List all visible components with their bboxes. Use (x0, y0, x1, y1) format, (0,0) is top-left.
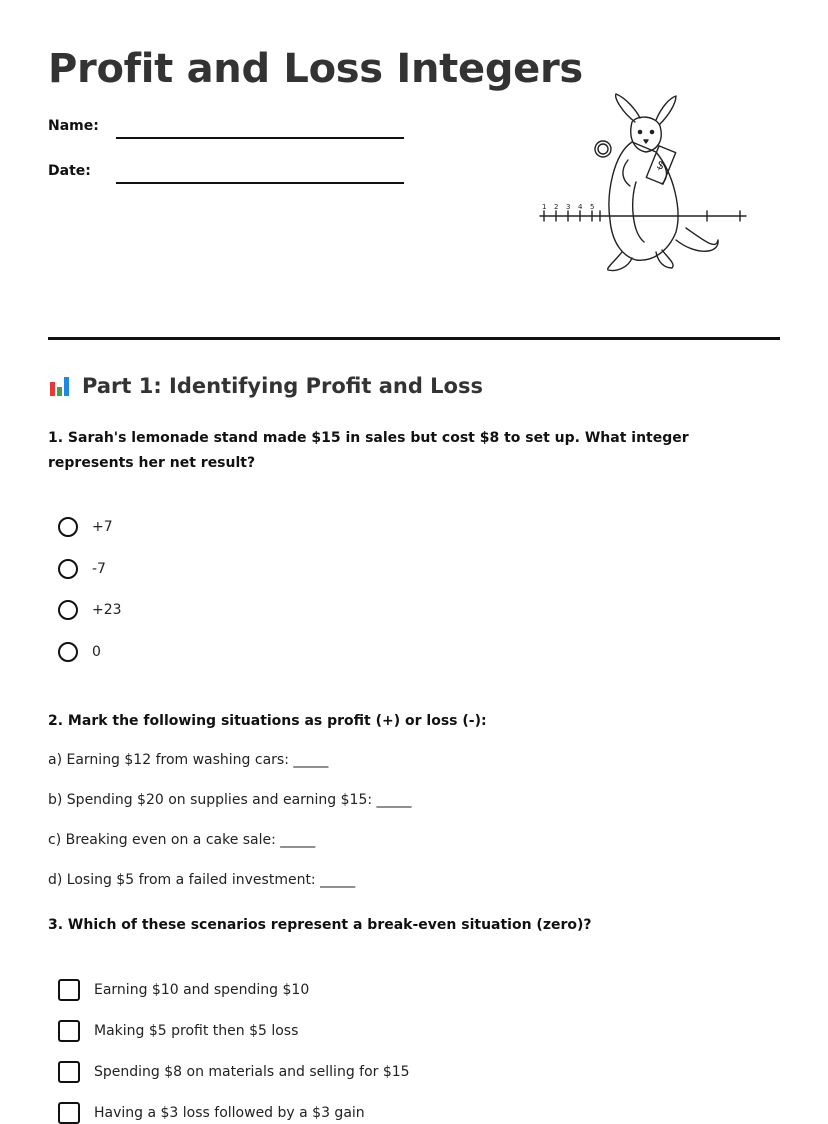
section-divider (48, 337, 780, 340)
option-label: 0 (92, 644, 101, 660)
date-label: Date: (48, 163, 91, 179)
q1-option-1[interactable] (58, 517, 113, 537)
option-label: Spending $8 on materials and selling for $15 (94, 1064, 410, 1080)
radio-button[interactable] (58, 600, 78, 620)
option-label: Having a $3 loss followed by a $3 gain (94, 1105, 365, 1121)
q3-option-1[interactable] (58, 979, 309, 1001)
part1-heading-text: Part 1: Identifying Profit and Loss (82, 374, 483, 398)
number-label: 2 (554, 203, 559, 211)
option-label: -7 (92, 561, 106, 577)
question-2: 2. Mark the following situations as profit (+) or loss (-): (48, 713, 487, 729)
q1-option-3[interactable] (58, 600, 122, 620)
kangaroo-number-line-illustration (536, 92, 752, 278)
q2-item-d: d) Losing $5 from a failed investment: _____ (48, 872, 356, 888)
option-label: +7 (92, 519, 113, 535)
q3-option-4[interactable] (58, 1102, 365, 1124)
part1-heading (48, 374, 483, 398)
date-field[interactable] (116, 182, 404, 184)
q2-item-b: b) Spending $20 on supplies and earning $15: _____ (48, 792, 412, 808)
checkbox[interactable] (58, 1102, 80, 1124)
q2-item-a: a) Earning $12 from washing cars: _____ (48, 752, 329, 768)
question-3: 3. Which of these scenarios represent a break-even situation (zero)? (48, 917, 592, 933)
radio-button[interactable] (58, 559, 78, 579)
q1-option-2[interactable] (58, 559, 106, 579)
q1-option-4[interactable] (58, 642, 101, 662)
checkbox[interactable] (58, 1020, 80, 1042)
number-label: 3 (566, 203, 571, 211)
q3-option-2[interactable] (58, 1020, 298, 1042)
q3-option-3[interactable] (58, 1061, 410, 1083)
checkbox[interactable] (58, 1061, 80, 1083)
number-label: 5 (590, 203, 595, 211)
name-label: Name: (48, 118, 99, 134)
q2-item-c: c) Breaking even on a cake sale: _____ (48, 832, 316, 848)
radio-button[interactable] (58, 642, 78, 662)
svg-text:$: $ (654, 157, 667, 173)
option-label: Making $5 profit then $5 loss (94, 1023, 299, 1039)
bar-chart-icon (48, 374, 72, 398)
page-title: Profit and Loss Integers (48, 46, 583, 92)
option-label: Earning $10 and spending $10 (94, 982, 310, 998)
number-label: 4 (578, 203, 583, 211)
radio-button[interactable] (58, 517, 78, 537)
name-field[interactable] (116, 137, 404, 139)
option-label: +23 (92, 602, 122, 618)
number-label: 1 (542, 203, 547, 211)
checkbox[interactable] (58, 979, 80, 1001)
question-1: 1. Sarah's lemonade stand made $15 in sales but cost $8 to set up. What integer represents her net result? (48, 430, 689, 471)
